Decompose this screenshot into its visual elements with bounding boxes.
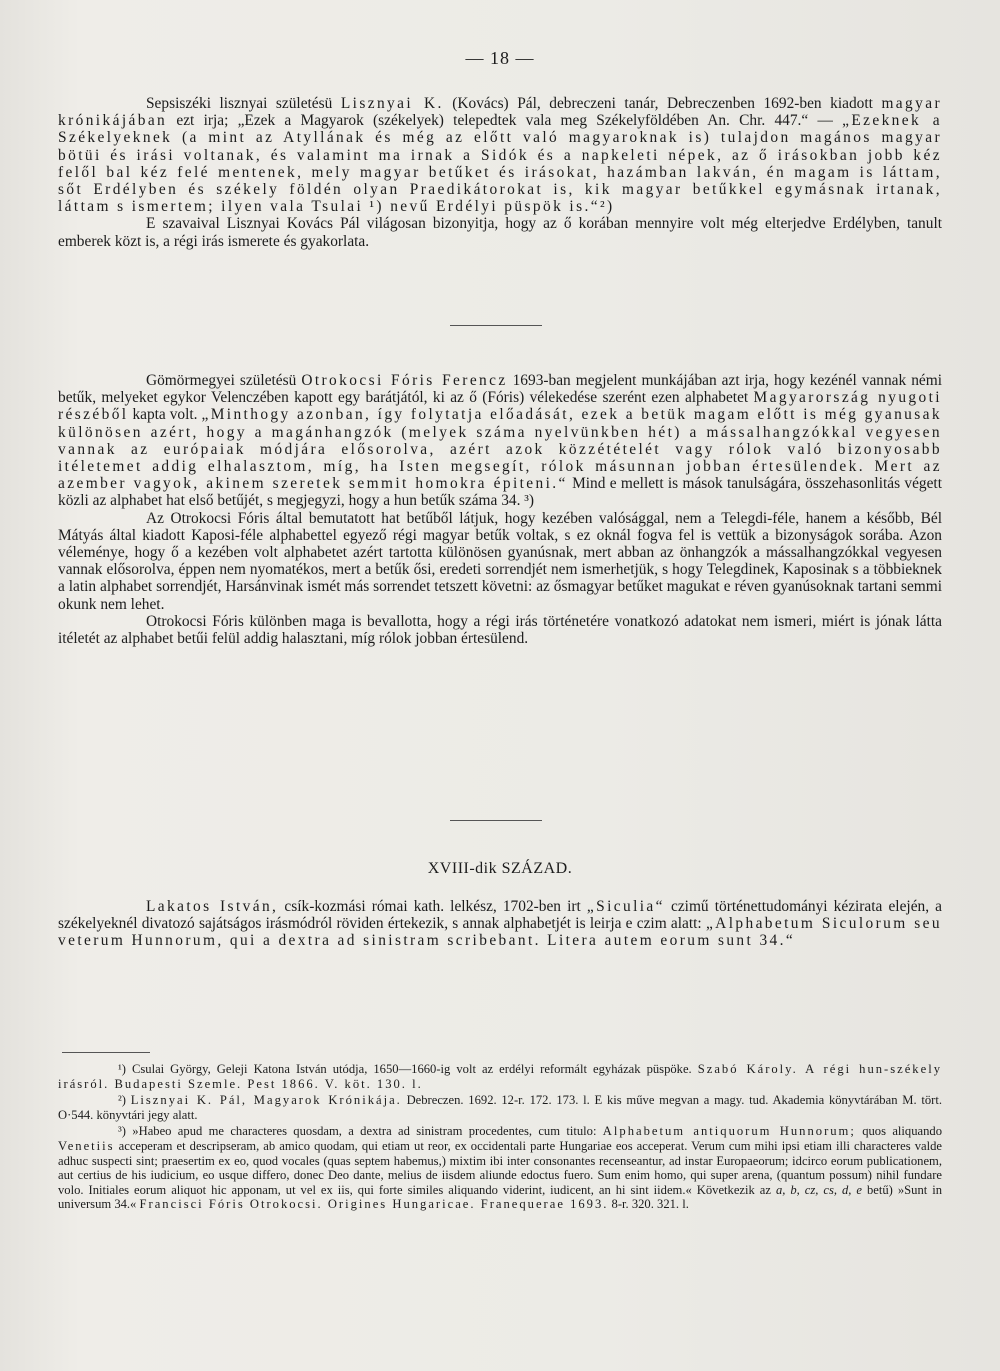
footnote-divider <box>62 1052 150 1053</box>
section-lakatos <box>58 898 942 950</box>
text-run: acceperam et descripseram, ab amico quodam, qui etiam ut reor, ex occidentali parte Hungariae eos acceperat. Verum cum mihi ipsi etiam illi characteres valde adhuc suspecti sint; praesertim ex eo, quod vocales (quas septem habemus,) mixtim ibi inter consonantes recenseantur, ad instar Europaeorum; idcirco eorum publicationem, aut certius de his iudicium, eo usque differo, donec Deo dante, melius de iisdem aliunde edoctus fuero. Sum enim homo, qui super arena, (quantum possum) nihil fundare volo. Initiales eorum aliquot hic apponam, ut vel ex iis, qui forte similes aliquando viderint, iudicent, an hi sint iidem.« Következik az <box>58 1138 942 1197</box>
text-run: betű) »Sunt in universum 34.« <box>58 1182 943 1212</box>
paragraph-lakatos <box>58 898 942 950</box>
author-name: Otrokocsi Fóris Ferencz <box>301 372 508 389</box>
text-run: Gömörmegyei születésü <box>146 372 302 389</box>
page-number: — 18 — <box>465 48 535 68</box>
place-name: Venetiis <box>58 1138 115 1153</box>
author-name: Lakatos István, <box>146 898 279 915</box>
chapter-heading: XVIII-dik SZÁZAD. <box>427 860 573 877</box>
paragraph-lisznyai-quote <box>58 95 942 215</box>
section-lisznyai <box>58 95 942 250</box>
footnote-1 <box>58 1062 942 1091</box>
text-run: Sepsiszéki lisznyai születésü <box>146 95 341 112</box>
text-run: kapta volt. <box>128 406 202 424</box>
footnote-2 <box>58 1093 942 1122</box>
section-divider <box>450 820 542 821</box>
quotation: „Alphabetum Siculorum seu veterum Hunnorum, qui a dextra ad sinistram scribebant. Litera autem eorum sunt 34.“ <box>58 915 943 950</box>
paragraph-otrokocsi-analysis: Az Otrokocsi Fóris által bemutatott hat betűből látjuk, hogy kezében valósággal, nem a Telegdi-féle, hanem a később, Bél Mátyás által kiadott Kaposi-féle alphabettel egyező régi magyar betűk voltak, s ez oknál fogva fel is vettük a bizonyságok sorába. Azon véleménye, hogy ő a kezében volt alphabetet azért tartotta különösen gyanúsnak, mert abban az önhangzók a mássalhangzókkal vegyesen vannak elősorolva, éppen nem nyomatékos, mert a betűk ősi, eredeti sorrendjét nem ismerhetjük, s hogy Telegdinek, Kaposinak s a többieknek a latin alphabet sorrendjét, Harsánvinak ismét más sorrendet tetszett követni: az ősmagyar betűket magukat e réven gyanúsoknak tartani semmi okunk nem lehet. <box>58 509 942 613</box>
text-run: quos aliquando <box>855 1124 942 1139</box>
letter-list: a, b, cz, cs, d, e <box>775 1182 863 1197</box>
paragraph-otrokocsi-quote <box>58 372 942 510</box>
text-run: ³) »Habeo apud me characteres quosdam, a dextra ad sinistram procedentes, cum titulo: <box>118 1124 603 1139</box>
citation: Alphabetum antiquorum Hunnorum; <box>602 1124 856 1139</box>
author-name: Lisznyai K. <box>340 95 444 112</box>
work-title: „Siculia“ <box>586 898 665 915</box>
text-run: 8-r. 320. 321. l. <box>608 1197 689 1212</box>
quotation: „Minthogy azonban, így folytatja előadását, ezek a betük magam előtt is még gyanusak különösen azért, hogy a magánhangzók (melyek száma nyelvünkben hét) a mássalhangzókkal vegyesen vannak az európaiak módjára elősorolva, azért azok közzétételét vagy rólok való bizonyosabb itéletemet addig elhalasztom, míg, ha Isten megsegít, rólok másunnan jobban értesülendek. Mert az azember vagyok, akinem szeretek semmit homokra épiteni.“ <box>58 406 942 493</box>
text-run: ezt irja; „Ezek a Magyarok (székelyek) telepedtek vala meg Székelyföldében An. Chr. 447.“ — <box>167 112 843 130</box>
section-otrokocsi <box>58 372 942 647</box>
text-run: (Kovács) Pál, debreczeni tanár, Debreczenben 1692-ben kiadott <box>443 95 882 112</box>
citation: Francisci Fóris Otrokocsi. Origines Hungaricae. Franequerae 1693. <box>139 1197 609 1212</box>
text-run: ¹) Csulai György, Geleji Katona István utódja, 1650—1660-ig volt az erdélyi reformált egyházak püspöke. <box>118 1062 698 1076</box>
text-run: Debreczen. 1692. 12-r. 172. 173. l. E kis műve megvan a magy. tud. Akademia könyvtárában M. tört. O·544. könyvtári jegy alatt. <box>58 1093 942 1122</box>
text-run: czimű történettudományi kézirata elején, a székelyeknél divatozó sajátságos irásmódról röviden értekezik, s annak alphabetjét is leirja e czim alatt: <box>58 898 943 933</box>
citation: Szabó Károly. A régi hun-székely irásról. Budapesti Szemle. Pest 1866. V. köt. 130. l. <box>58 1062 942 1091</box>
paragraph-lisznyai-commentary: E szavaival Lisznyai Kovács Pál világosan bizonyitja, hogy az ő korában mennyire volt még elterjedve Erdélyben, tanult emberek közt is, a régi irás ismerete és gyakorlata. <box>58 215 942 250</box>
text-run: ²) <box>118 1093 131 1108</box>
work-title: magyar krónikájában <box>58 95 942 130</box>
footnote-3 <box>58 1124 942 1212</box>
section-divider <box>450 325 542 326</box>
place-name: Magyarország nyugoti részéből <box>58 389 942 424</box>
text-run: 1693-ban megjelent munkájában azt irja, hogy kezénél vannak némi betűk, melyeket egykor Velenczében kapott egy barátjától, ki az ő (Fóris) vélekedése szerént ezen alphabetet <box>58 372 942 407</box>
quotation: „Ezeknek a Székelyeknek (a mint az Atyllának és még az előtt való magyaroknak is) tulajdon magános magyar bötüi és irási voltanak, és valamint ma irnak a Sidók és a napkeleti népek, az ő irásokban jobb kéz felől bal kéz felé mentenek, mely magyar betűket és irásokat, hazámban lakván, én magam is láttam, sőt Erdélyben és székely földén olyan Praedikátorokat is, kik magyar betűkkel egymásnak irtanak, láttam s ismertem; ilyen vala Tsulai ¹) nevű Erdélyi püspök is.“²) <box>58 112 942 216</box>
text-run: csík-kozmási római kath. lelkész, 1702-ben irt <box>278 898 587 915</box>
text-run: Mind e mellett is mások tanulságára, összehasonlitás végett közli az alphabet hat első betűjét, s megjegyzi, hogy a hun betűk száma 34. ³) <box>58 475 942 510</box>
paragraph-otrokocsi-conclusion: Otrokocsi Fóris különben maga is bevallotta, hogy a régi irás történetére vonatkozó adatokat nem ismeri, miért is jónak látta itéletét az alphabet betűi felül addig halasztani, míg rólok jobban értesülend. <box>58 612 942 648</box>
footnotes <box>58 1062 942 1214</box>
citation: Lisznyai K. Pál, Magyarok Krónikája. <box>130 1093 402 1108</box>
